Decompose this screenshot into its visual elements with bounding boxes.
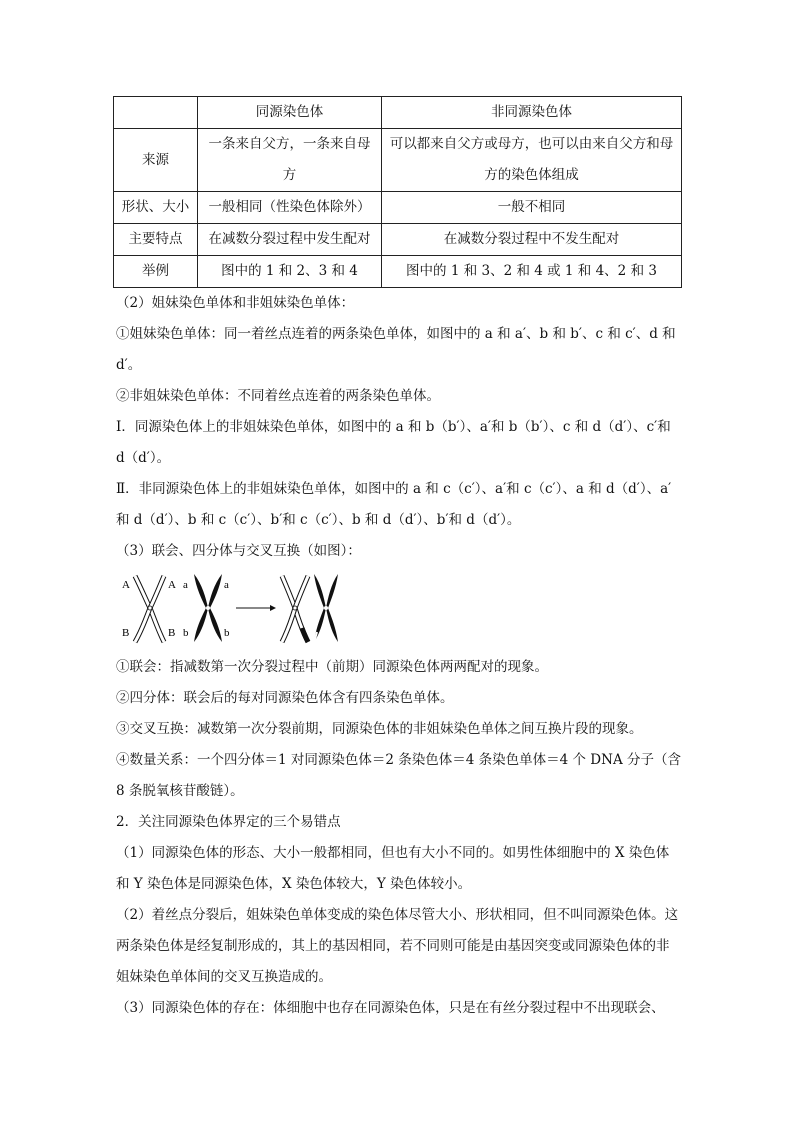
paragraph: Ⅱ．非同源染色体上的非姐妹染色单体，如图中的 a 和 c（c′）、a′和 c（c′）、a 和 d（d′）、a′和 d（d′）、b 和 c（c′）、b′和 c（c′）、b 和 d（d′）、b′和 d（d′）。 [116,481,672,528]
table-header-cell [114,97,198,129]
row-label: 来源 [114,129,198,192]
paragraph: ④数量关系：一个四分体＝1 对同源染色体＝2 条染色体＝4 条染色单体＝4 个 DNA 分子（含 8 条脱氧核苷酸链）。 [116,752,681,799]
paragraph: ③交叉互换：减数第一次分裂前期，同源染色体的非姐妹染色单体之间互换片段的现象。 [116,721,643,737]
label-B-right: B [168,627,176,639]
label-A-left: A [122,579,130,591]
homologous-pair-white [135,576,164,642]
paragraph: ②四分体：联会后的每对同源染色体含有四条染色单体。 [116,690,454,706]
paragraph: Ⅰ．同源染色体上的非姐妹染色单体，如图中的 a 和 b（b′）、a′和 b（b′）、c 和 d（d′）、c′和 d（d′）。 [116,419,671,466]
table-cell: 图中的 1 和 2、3 和 4 [198,256,382,288]
label-a-left: a [183,579,188,591]
table-row [114,192,682,224]
table-row [114,256,682,288]
paragraph: （1）同源染色体的形态、大小一般都相同，但也有大小不同的。如男性体细胞中的 X 染色体和 Y 染色体是同源染色体，X 染色体较大，Y 染色体较小。 [116,845,670,892]
paragraph: （2）姐妹染色单体和非姐妹染色单体： [116,295,355,311]
paragraph: ②非姐妹染色单体：不同着丝点连着的两条染色单体。 [116,388,440,404]
table-cell: 在减数分裂过程中发生配对 [198,224,382,256]
table-cell: 在减数分裂过程中不发生配对 [382,224,682,256]
label-B-left: B [122,627,130,639]
table-header-row [114,97,682,129]
comparison-table [113,96,682,288]
paragraph: （2）着丝点分裂后，姐妹染色单体变成的染色体尽管大小、形状相同，但不叫同源染色体。这两条染色体是经复制形成的，其上的基因相同，若不同则可能是由基因突变或同源染色体的非姐妹染色单体间的交叉互换造成的。 [116,907,679,985]
crossover-pair-black [314,574,338,642]
row-label: 主要特点 [114,224,198,256]
table-cell: 可以都来自父方或母方，也可以由来自父方和母方的染色体组成 [382,129,682,192]
section-heading: 2．关注同源染色体界定的三个易错点 [116,814,341,830]
table-cell: 一般不相同 [382,192,682,224]
table-cell: 一条来自父方，一条来自母方 [198,129,382,192]
paragraph: （3）联会、四分体与交叉互换（如图）： [116,543,361,559]
paragraph: ①联会：指减数第一次分裂过程中（前期）同源染色体两两配对的现象。 [116,659,548,675]
paragraph: （3）同源染色体的存在：体细胞中也存在同源染色体，只是在有丝分裂过程中不出现联会、 [116,1000,665,1016]
table-cell: 图中的 1 和 3、2 和 4 或 1 和 4、2 和 3 [382,256,682,288]
label-b-right: b [224,627,230,639]
table-row [114,129,682,192]
table-cell: 一般相同（性染色体除外） [198,192,382,224]
table-header-cell: 非同源染色体 [382,97,682,129]
paragraph: ①姐妹染色单体：同一着丝点连着的两条染色单体，如图中的 a 和 a′、b 和 b′、c 和 c′、d 和 d′。 [116,326,676,373]
table-row [114,224,682,256]
crossover-pair-white [282,576,308,642]
label-a-right: a [224,579,229,591]
homologous-pair-black [194,574,222,642]
label-b-left: b [183,627,189,639]
row-label: 形状、大小 [114,192,198,224]
arrow-icon [236,605,276,611]
table-header-cell: 同源染色体 [198,97,382,129]
row-label: 举例 [114,256,198,288]
chromosome-crossover-figure [120,570,340,646]
label-A-right: A [168,579,176,591]
